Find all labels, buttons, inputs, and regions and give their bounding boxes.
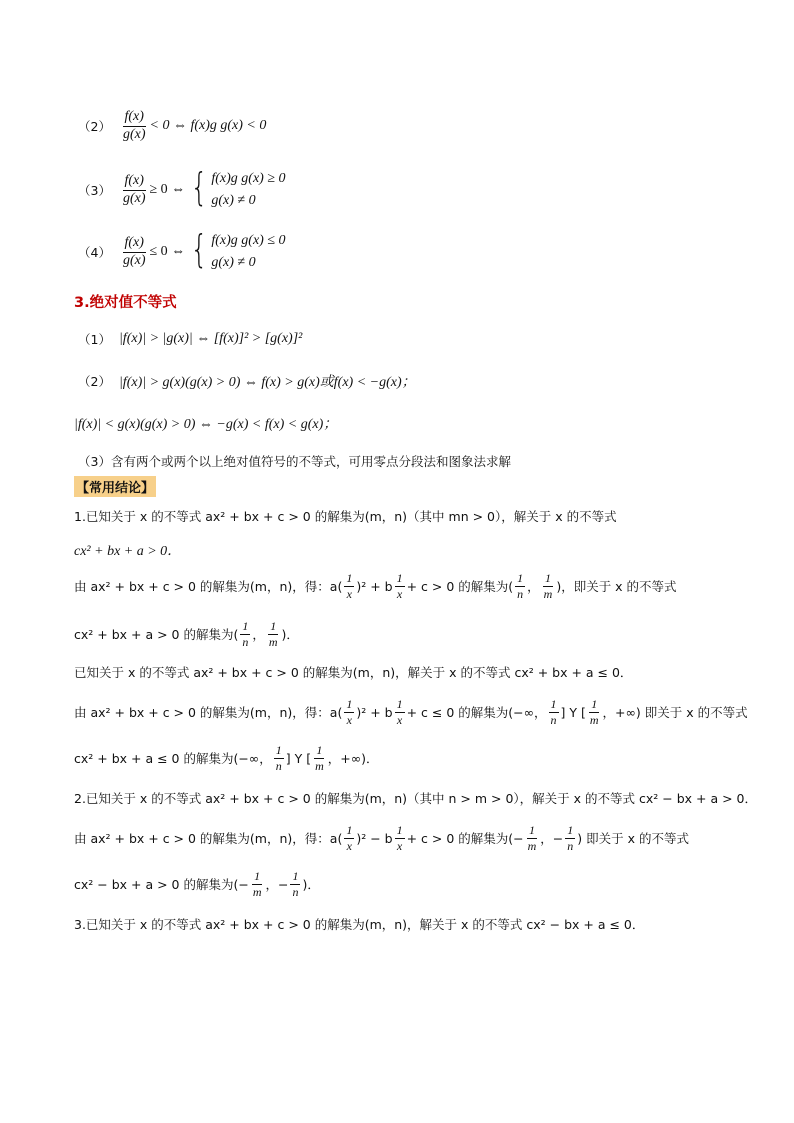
fraction: $\frac{f(x)}{g(x)}$	[122, 234, 146, 268]
equation-system: { f(x)g g(x) ≥ 0 g(x) ≠ 0	[187, 168, 285, 212]
item-number: （4）	[78, 245, 111, 260]
conclusion-1-line-7: cx² + bx + a ≤ 0 的解集为(−∞， $\frac{1}{n}$ ] Y [ $\frac{1}{m}$ ，+∞)．	[74, 742, 379, 773]
fraction: $\frac{1}{m}$	[589, 696, 599, 727]
fraction: $\frac{1}{n}$	[517, 570, 524, 601]
item-number: （3）	[78, 183, 111, 198]
fraction: $\frac{1}{n}$	[567, 822, 574, 853]
conclusion-2-line-2: 由 ax² + bx + c > 0 的解集为(m，n)，得：a( $\frac{1}{x}$ )² − b $\frac{1}{x}$ + c > 0 的解集为(− $\frac{1}{m}$ ，− $\frac{1}{n}$ ) 即关于 x 的不等式	[74, 822, 689, 853]
left-brace-icon: {	[190, 227, 208, 271]
relation: ≤ 0 ⇔	[149, 244, 186, 259]
conclusions-badge: 【常用结论】	[74, 474, 156, 498]
fraction: $\frac{1}{x}$	[346, 696, 353, 727]
formula-4	[78, 227, 286, 272]
abs-formula-1: （1） |f(x)| > |g(x)| ⇔ [f(x)]² > [g(x)]²	[78, 331, 303, 347]
fraction: $\frac{1}{n}$	[550, 696, 557, 727]
fraction: $\frac{1}{m}$	[252, 868, 262, 899]
conclusion-3-line-1: 3.已知关于 x 的不等式 ax² + bx + c > 0 的解集为(m，n)，解关于 x 的不等式 cx² − bx + a ≤ 0．	[74, 917, 645, 932]
conclusion-1-line-3: 由 ax² + bx + c > 0 的解集为(m，n)，得：a( $\frac{1}{x}$ )² + b $\frac{1}{x}$ + c > 0 的解集为( $\frac{1}{n}$ ， $\frac{1}{m}$ )，即关于 x 的不等式	[74, 570, 677, 601]
fraction: $\frac{1}{x}$	[396, 570, 403, 601]
fraction: $\frac{1}{x}$	[396, 822, 403, 853]
fraction: $\frac{1}{n}$	[275, 742, 282, 773]
conclusion-1-line-5: 已知关于 x 的不等式 ax² + bx + c > 0 的解集为(m，n)，解关于 x 的不等式 cx² + bx + a ≤ 0．	[74, 665, 633, 680]
fraction: $\frac{1}{n}$	[242, 618, 249, 649]
fraction: $\frac{1}{x}$	[346, 822, 353, 853]
relation: ≥ 0 ⇔	[149, 182, 186, 197]
conclusion-1-line-1: 1.已知关于 x 的不等式 ax² + bx + c > 0 的解集为(m，n)（其中 mn > 0），解关于 x 的不等式	[74, 509, 617, 524]
formula-2	[78, 108, 266, 144]
section-heading: 3.绝对值不等式	[74, 294, 177, 311]
conclusion-1-line-2: cx² + bx + a > 0．	[74, 544, 182, 559]
abs-note-3: （3）含有两个或两个以上绝对值符号的不等式，可用零点分段法和图象法求解	[78, 454, 511, 469]
fraction: $\frac{f(x)}{g(x)}$	[122, 172, 146, 206]
fraction: $\frac{1}{n}$	[292, 868, 299, 899]
conclusion-1-line-4: cx² + bx + a > 0 的解集为( $\frac{1}{n}$ ， $\frac{1}{m}$ )．	[74, 618, 299, 649]
fraction: $\frac{1}{m}$	[527, 822, 537, 853]
formula-3	[78, 165, 286, 210]
fraction: $\frac{1}{m}$	[268, 618, 278, 649]
fraction: $\frac{f(x)}{g(x)}$	[122, 108, 146, 142]
fraction: $\frac{1}{m}$	[315, 742, 324, 773]
fraction: $\frac{1}{x}$	[346, 570, 353, 601]
fraction: $\frac{1}{m}$	[543, 570, 553, 601]
item-number: （2）	[78, 119, 111, 134]
left-brace-icon: {	[190, 165, 208, 209]
abs-formula-2: （2） |f(x)| > g(x)(g(x) > 0) ⇔ f(x) > g(x)或f(x) < −g(x)；	[78, 374, 416, 390]
abs-formula-2b: |f(x)| < g(x)(g(x) > 0) ⇔ −g(x) < f(x) < g(x)；	[74, 417, 338, 432]
equation-system: { f(x)g g(x) ≤ 0 g(x) ≠ 0	[187, 230, 285, 274]
fraction: $\frac{1}{x}$	[396, 696, 403, 727]
conclusion-1-line-6: 由 ax² + bx + c > 0 的解集为(m，n)，得：a( $\frac{1}{x}$ )² + b $\frac{1}{x}$ + c ≤ 0 的解集为(−∞， $\frac{1}{n}$ ] Y [ $\frac{1}{m}$ ，+∞) 即关于 x 的不等式	[74, 696, 748, 727]
formula-rhs: < 0 ⇔ f(x)g g(x) < 0	[149, 118, 267, 133]
conclusion-2-line-1: 2.已知关于 x 的不等式 ax² + bx + c > 0 的解集为(m，n)（其中 n > m > 0），解关于 x 的不等式 cx² − bx + a > 0．	[74, 791, 757, 806]
conclusion-2-line-3: cx² − bx + a > 0 的解集为(− $\frac{1}{m}$ ，− $\frac{1}{n}$ )．	[74, 868, 320, 899]
